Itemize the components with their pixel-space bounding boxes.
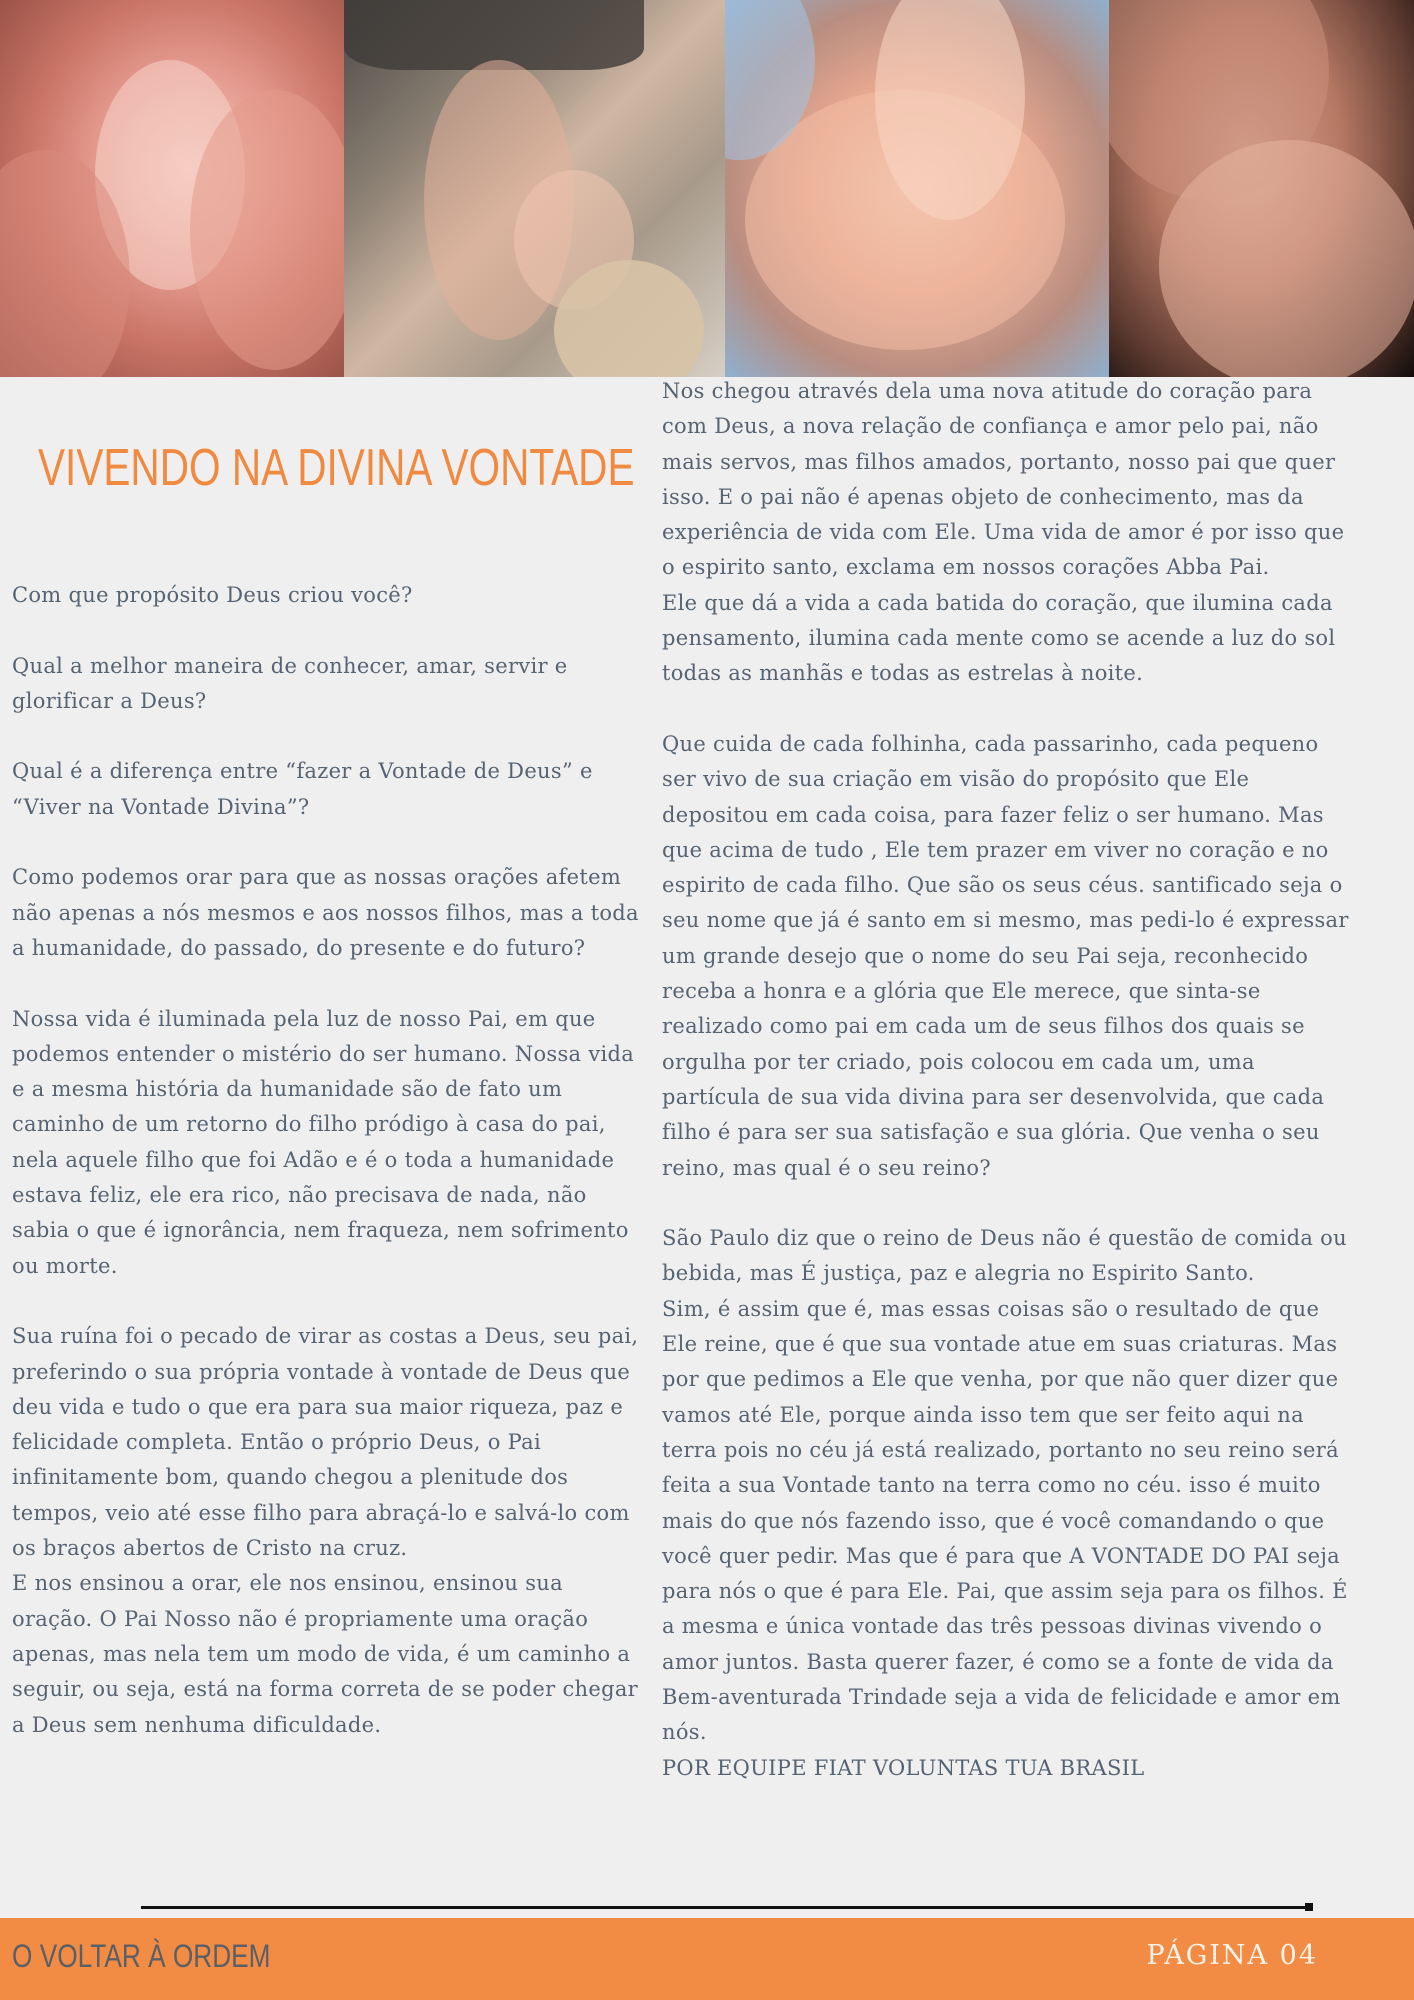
paragraph: Nos chegou através dela uma nova atitude do coração para com Deus, a nova relação de confiança e amor pelo pai, não mais servos, mas filhos amados, portanto, nosso pai que quer isso. E o pai não é apenas objeto de conhecimento, mas da experiência de vida com Ele. Uma vida de amor é por isso que o espirito santo, exclama em nossos corações Abba Pai. — [662, 379, 1345, 580]
paragraph-gap — [662, 692, 1352, 727]
holding-hands-photo — [344, 0, 725, 377]
page-title: VIVENDO NA DIVINA VONTADE — [38, 439, 635, 497]
paragraph-gap — [12, 1284, 642, 1319]
paragraph: Que cuida de cada folhinha, cada passarinho, cada pequeno ser vivo de sua criação em visão do propósito que Ele depositou em cada coisa, para fazer feliz o ser humano. Mas que acima de tudo , Ele tem prazer em viver no coração e no espirito de cada filho. Que são os seus céus. santificado seja o seu nome que já é santo em si mesmo, mas pedi-lo é expressar um grande desejo que o nome do seu Pai seja, reconhecido receba a honra e a glória que Ele merece, que sinta-se realizado como pai em cada um de seus filhos dos quais se orgulha por ter criado, pois colocou em cada um, uma partícula de sua vida divina para ser desenvolvida, que cada filho é para ser sua satisfação e sua glória. Que venha o seu reino, mas qual é o seu reino? — [662, 731, 1349, 1180]
paragraph-gap — [12, 719, 642, 754]
paragraph: E nos ensinou a orar, ele nos ensinou, ensinou sua oração. O Pai Nosso não é propriamente uma oração apenas, mas nela tem um modo de vida, é um caminho a seguir, ou seja, está na forma correta de se poder chegar a Deus sem nenhuma dificuldade. — [12, 1571, 638, 1737]
paragraph-gap — [662, 1186, 1352, 1221]
paragraph: São Paulo diz que o reino de Deus não é questão de comida ou bebida, mas É justiça, paz e alegria no Espirito Santo. — [662, 1226, 1347, 1286]
paragraph: Ele que dá a vida a cada batida do coração, que ilumina cada pensamento, ilumina cada mente como se acende a luz do sol todas as manhãs e todas as estrelas à noite. — [662, 590, 1336, 686]
father-newborn-photo — [1109, 0, 1414, 377]
paragraph: Qual a melhor maneira de conhecer, amar, servir e glorificar a Deus? — [12, 653, 568, 713]
footer-publication-name: O VOLTAR À ORDEM — [12, 1938, 271, 1974]
paragraph: Qual é a diferença entre “fazer a Vontade de Deus” e “Viver na Vontade Divina”? — [12, 759, 593, 819]
paragraph: Com que propósito Deus criou você? — [12, 583, 413, 607]
page-number: PÁGINA 04 — [1146, 1940, 1318, 1971]
paragraph: Nossa vida é iluminada pela luz de nosso Pai, em que podemos entender o mistério do ser humano. Nossa vida e a mesma história da humanidade são de fato um caminho de um retorno do filho pródigo à casa do pai, nela aquele filho que foi Adão e é o toda a humanidade estava feliz, ele era rico, não precisava de nada, não sabia o que é ignorância, nem fraqueza, nem sofrimento ou morte. — [12, 1006, 635, 1278]
baby-feet-photo — [0, 0, 344, 377]
paragraph-gap — [12, 613, 642, 648]
photo-strip — [0, 0, 1414, 377]
paragraph: Sim, é assim que é, mas essas coisas são o resultado de que Ele reine, que é que sua vontade atue em suas criaturas. Mas por que pedimos a Ele que venha, por que não quer dizer que vamos até Ele, porque ainda isso tem que ser feito aqui na terra pois no céu já está realizado, portanto no seu reino será feita a sua Vontade tanto na terra como no céu. isso é muito mais do que nós fazendo isso, que é você comandando o que você quer pedir. Mas que é para que A VONTADE DO PAI seja para nós o que é para Ele. Pai, que assim seja para os filhos. É a mesma e única vontade das três pessoas divinas vivendo o amor juntos. Basta querer fazer, é como se a fonte de vida da Bem-aventurada Trindade seja a vida de felicidade e amor em nós. — [662, 1296, 1348, 1745]
right-column — [662, 374, 1352, 1786]
footer-bar — [0, 1918, 1414, 2000]
paragraph-gap — [12, 966, 642, 1001]
divider-line — [141, 1906, 1313, 1909]
left-column — [12, 578, 642, 1743]
baby-hand-photo — [725, 0, 1109, 377]
paragraph-gap — [12, 825, 642, 860]
divider-end-mark — [1305, 1903, 1313, 1911]
paragraph: Sua ruína foi o pecado de virar as costas a Deus, seu pai, preferindo o sua própria vontade à vontade de Deus que deu vida e tudo o que era para sua maior riqueza, paz e felicidade completa. Então o próprio Deus, o Pai infinitamente bom, quando chegou a plenitude dos tempos, veio até esse filho para abraçá-lo e salvá-lo com os braços abertos de Cristo na cruz. — [12, 1324, 639, 1561]
signature-line: POR EQUIPE FIAT VOLUNTAS TUA BRASIL — [662, 1755, 1145, 1780]
paragraph: Como podemos orar para que as nossas orações afetem não apenas a nós mesmos e aos nossos filhos, mas a toda a humanidade, do passado, do presente e do futuro? — [12, 865, 639, 960]
